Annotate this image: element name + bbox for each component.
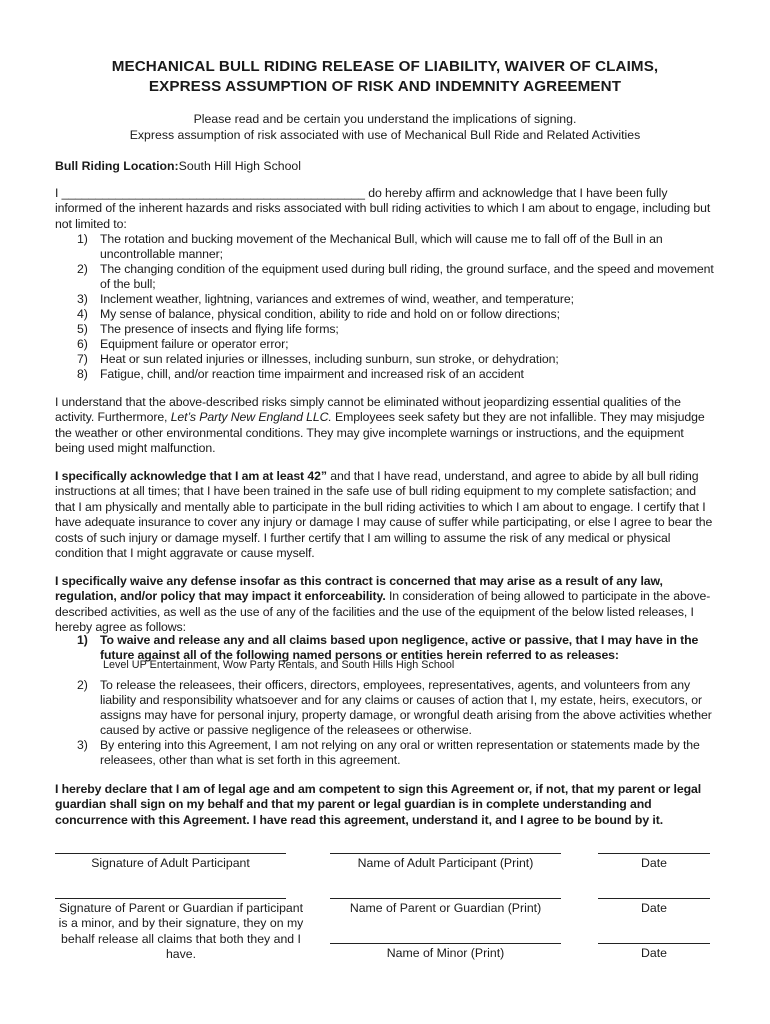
agreement-list-rest — [55, 678, 715, 768]
guardian-signature-line[interactable] — [55, 898, 286, 899]
agreement-number: 3) — [77, 738, 88, 752]
document-title-line-2: EXPRESS ASSUMPTION OF RISK AND INDEMNITY AGREEMENT — [148, 78, 622, 95]
risk-number: 4) — [77, 307, 88, 321]
risk-number: 6) — [77, 337, 88, 351]
risk-text: The rotation and bucking movement of the Mechanical Bull, which will cause me to fall off of the Bull in an uncontrollable manner; — [100, 232, 663, 261]
risk-text: My sense of balance, physical condition, ability to ride and hold on or follow directions; — [100, 307, 560, 321]
acknowledge-paragraph — [55, 469, 715, 561]
document-title-line-1: MECHANICAL BULL RIDING RELEASE OF LIABILITY, WAIVER OF CLAIMS, — [111, 58, 659, 75]
agreement-text: To release the releasees, their officers, directors, employees, representatives, agents, and volunteers from any liability and responsibility whatsoever and for any claims or causes of action that I, my estate, heirs, executors, or assigns may have for personal injury, property damage, or wrongful death arising from the above activities whether caused by active or passive negligence of the releasees or otherwise. — [100, 678, 712, 737]
risk-text: The presence of insects and flying life forms; — [100, 322, 339, 336]
risk-number: 8) — [77, 367, 88, 381]
location-label: Bull Riding Location — [55, 159, 175, 173]
understand-text-2: Employees seek safety but they are not infallible. They may misjudge the weather or other environmental conditions. They may give incomplete warnings or instructions, and the equipment being used might malfunction. — [55, 410, 705, 456]
risk-text: Inclement weather, lightning, variances and extremes of wind, weather, and temperature; — [100, 292, 574, 306]
date-label-3: Date — [641, 946, 667, 960]
adult-signature-label: Signature of Adult Participant — [91, 856, 250, 870]
date-line-1[interactable] — [598, 853, 710, 854]
minor-name-label: Name of Minor (Print) — [386, 946, 505, 960]
risk-item — [55, 232, 715, 262]
intro-line-1: Please read and be certain you understand the implications of signing. — [193, 112, 577, 126]
risk-item — [55, 307, 715, 322]
risk-item — [55, 292, 715, 307]
acknowledge-text: and that I have read, understand, and agree to abide by all bull riding instructions at all times; that I have been trained in the safe use of bull riding equipment to my complete satisfaction; and that I am physically and mentally able to participate in the bull riding activities to which I am about to engage. I certify that I have adequate insurance to cover any injury or damage I may cause of suffer while participating, or else I agree to bear the costs of such injury or damage myself. I further certify that I am willing to assume the risk of any medical or physical condition that I might aggravate or cause myself. — [55, 469, 713, 561]
adult-name-line[interactable] — [330, 853, 561, 854]
adult-name-label: Name of Adult Participant (Print) — [357, 856, 534, 870]
risk-item — [55, 352, 715, 367]
risk-number: 1) — [77, 232, 88, 246]
agreement-item — [55, 678, 715, 738]
risk-number: 5) — [77, 322, 88, 336]
agreement-text: To waive and release any and all claims based upon negligence, active or passive, that I may have in the future against all of the following named persons or entities herein referred to as releases: — [100, 633, 699, 662]
adult-signature-line[interactable] — [55, 853, 286, 854]
risk-list — [55, 232, 715, 382]
guardian-name-label: Name of Parent or Guardian (Print) — [349, 901, 542, 915]
risk-text: The changing condition of the equipment used during bull riding, the ground surface, and the speed and movement of the bull; — [100, 262, 714, 291]
waive-paragraph — [55, 574, 715, 636]
declaration-paragraph: I hereby declare that I am of legal age and am competent to sign this Agreement or, if not, that my parent or legal guardian shall sign on my behalf and that my parent or legal guardian is in complete understanding and concurrence with this Agreement. I have read this agreement, understand it, and I agree to be bound by it. — [55, 782, 702, 827]
location-colon: : — [174, 159, 179, 173]
understand-paragraph — [55, 395, 715, 457]
risk-number: 7) — [77, 352, 88, 366]
released-entities: Level UP Entertainment, Wow Party Rentals, and South Hills High School — [103, 659, 455, 671]
waive-bold: I specifically waive any defense insofar as this contract is concerned that may arise as a result of any law, regulation, and/or policy that may impact it enforceability. — [55, 574, 663, 604]
risk-item — [55, 367, 715, 382]
location-row — [55, 158, 301, 174]
date-line-3[interactable] — [598, 943, 710, 944]
date-label-2: Date — [641, 901, 667, 915]
date-label-1: Date — [641, 856, 667, 870]
guardian-name-line[interactable] — [330, 898, 561, 899]
company-name: Let’s Party New England LLC. — [170, 410, 332, 425]
risk-item — [55, 262, 715, 292]
agreement-item — [55, 738, 715, 768]
understand-text-1: I understand that the above-described risks simply cannot be eliminated without jeopardizing essential qualities of the activity. Furthermore, — [55, 395, 681, 425]
risk-item — [55, 337, 715, 352]
acknowledge-bold: I specifically acknowledge that I am at least 42” — [55, 469, 327, 483]
risk-item — [55, 322, 715, 337]
intro-line-2: Express assumption of risk associated with use of Mechanical Bull Ride and Related Activities — [129, 128, 641, 142]
affirm-paragraph: I _____________________________________________ do hereby affirm and acknowledge that I have been fully informed of the inherent hazards and risks associated with bull riding activities to which I am about to engage, including but not limited to: — [55, 186, 711, 231]
agreement-text: By entering into this Agreement, I am not relying on any oral or written representation or statements made by the releasees, other than what is set forth in this agreement. — [100, 738, 700, 767]
guardian-signature-label: Signature of Parent or Guardian if participant is a minor, and by their signature, they on my behalf release all claims that both they and I have. — [58, 901, 304, 962]
risk-number: 3) — [77, 292, 88, 306]
location-value: South Hill High School — [178, 159, 302, 173]
risk-text: Equipment failure or operator error; — [100, 337, 289, 351]
risk-text: Heat or sun related injuries or illnesses, including sunburn, sun stroke, or dehydration; — [100, 352, 559, 366]
risk-number: 2) — [77, 262, 88, 276]
date-line-2[interactable] — [598, 898, 710, 899]
risk-text: Fatigue, chill, and/or reaction time impairment and increased risk of an accident — [100, 367, 524, 381]
minor-name-line[interactable] — [330, 943, 561, 944]
agreement-number: 1) — [77, 633, 88, 647]
agreement-number: 2) — [77, 678, 88, 692]
waive-text: In consideration of being allowed to participate in the above-described activities, as well as the use of any of the facilities and the use of the equipment of the below listed releases, I hereby agree as follows: — [55, 589, 711, 635]
